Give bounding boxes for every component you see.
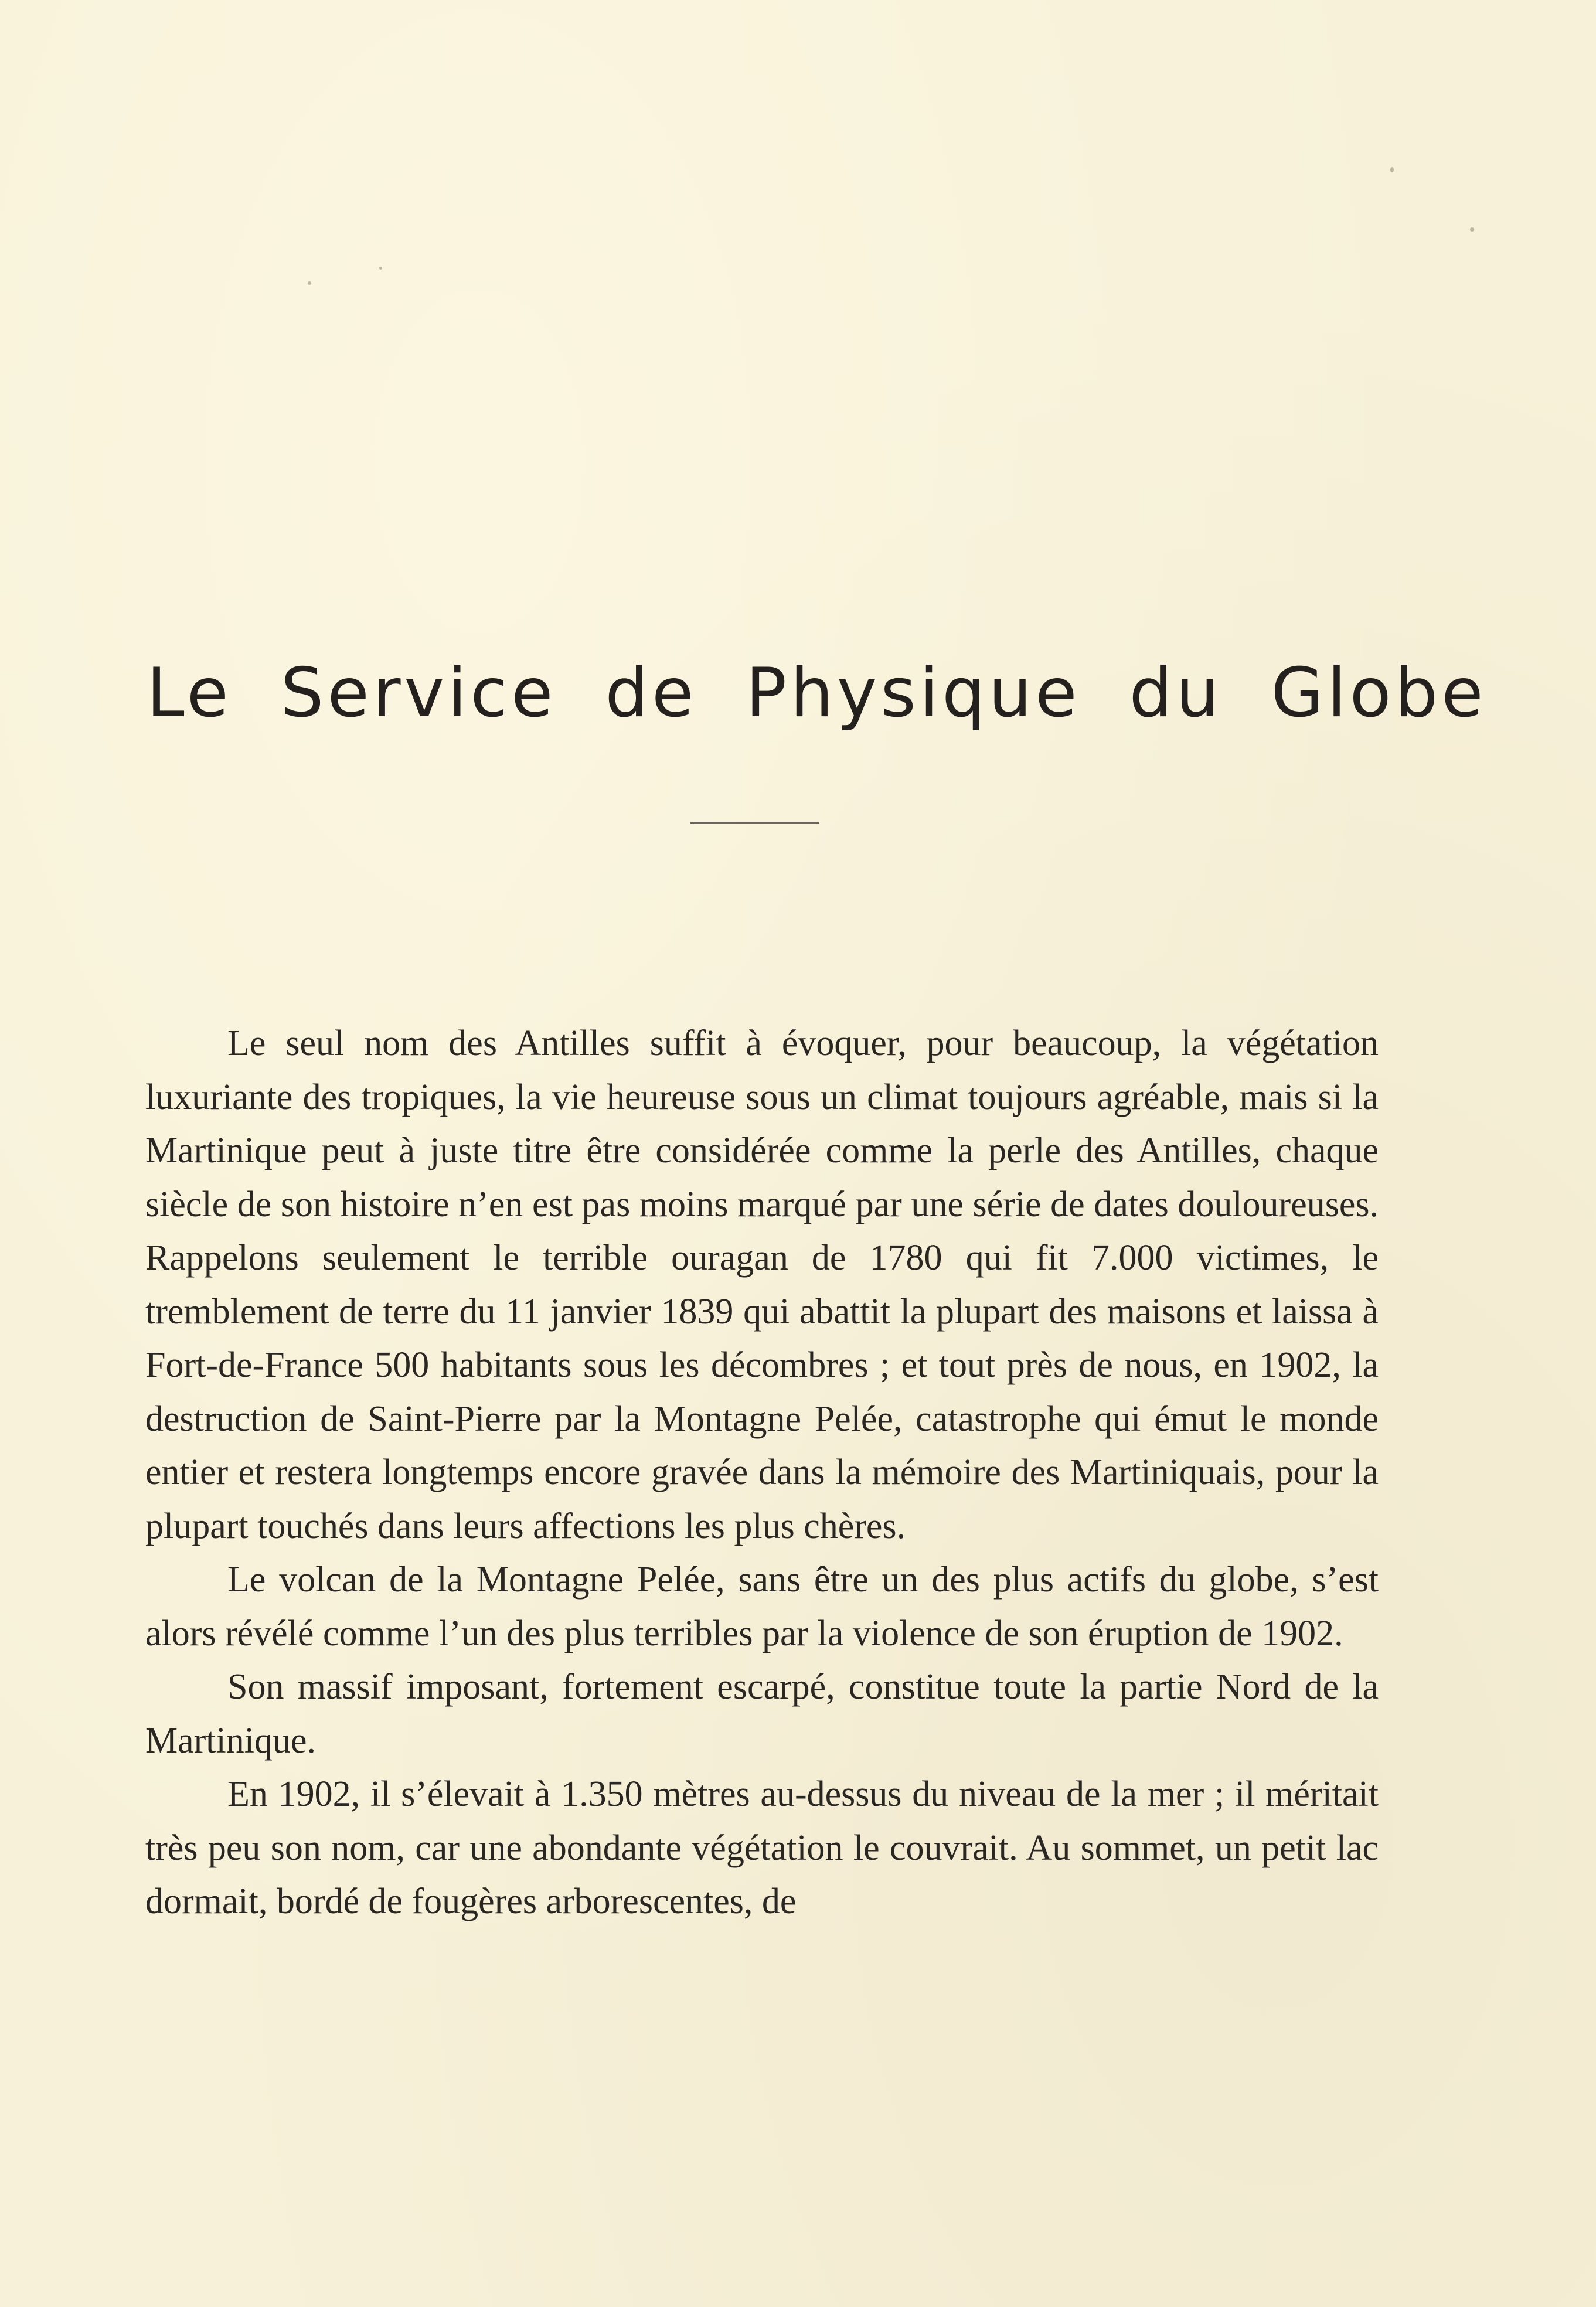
body-text xyxy=(145,1017,1379,1929)
paragraph: Son massif imposant, fortement escarpé, constitue toute la partie Nord de la Martinique. xyxy=(145,1667,1379,1761)
paper-speck xyxy=(308,281,311,285)
paper-speck xyxy=(1470,227,1474,232)
paragraph: Le seul nom des Antilles suffit à évoquer, pour beaucoup, la végétation luxuriante des tropiques, la vie heureuse sous un climat toujours agréable, mais si la Martinique peut à juste titre être considérée comme la perle des Antilles, chaque siècle de son histoire n’en est pas moins marqué par une série de dates douloureuses. Rappelons seulement le terrible ouragan de 1780 qui fit 7.000 victimes, le tremblement de terre du 11 janvier 1839 qui abattit la plupart des maisons et laissa à Fort-de-France 500 habitants sous les décombres ; et tout près de nous, en 1902, la destruction de Saint-Pierre par la Montagne Pelée, catastrophe qui émut le monde entier et restera longtemps encore gravée dans la mémoire des Martiniquais, pour la plupart touchés dans leurs affections les plus chères. xyxy=(145,1023,1379,1546)
page-title: Le Service de Physique du Globe xyxy=(147,654,1487,733)
paper-speck xyxy=(1390,167,1394,172)
paper-speck xyxy=(379,267,382,270)
paragraph: Le volcan de la Montagne Pelée, sans être un des plus actifs du globe, s’est alors révélé comme l’un des plus terribles par la violence de son éruption de 1902. xyxy=(145,1560,1379,1653)
paragraph: En 1902, il s’élevait à 1.350 mètres au-dessus du niveau de la mer ; il méritait très peu son nom, car une abondante végétation le couvrait. Au sommet, un petit lac dormait, bordé de fougères arborescentes, de xyxy=(145,1774,1379,1921)
title-divider xyxy=(690,822,819,824)
